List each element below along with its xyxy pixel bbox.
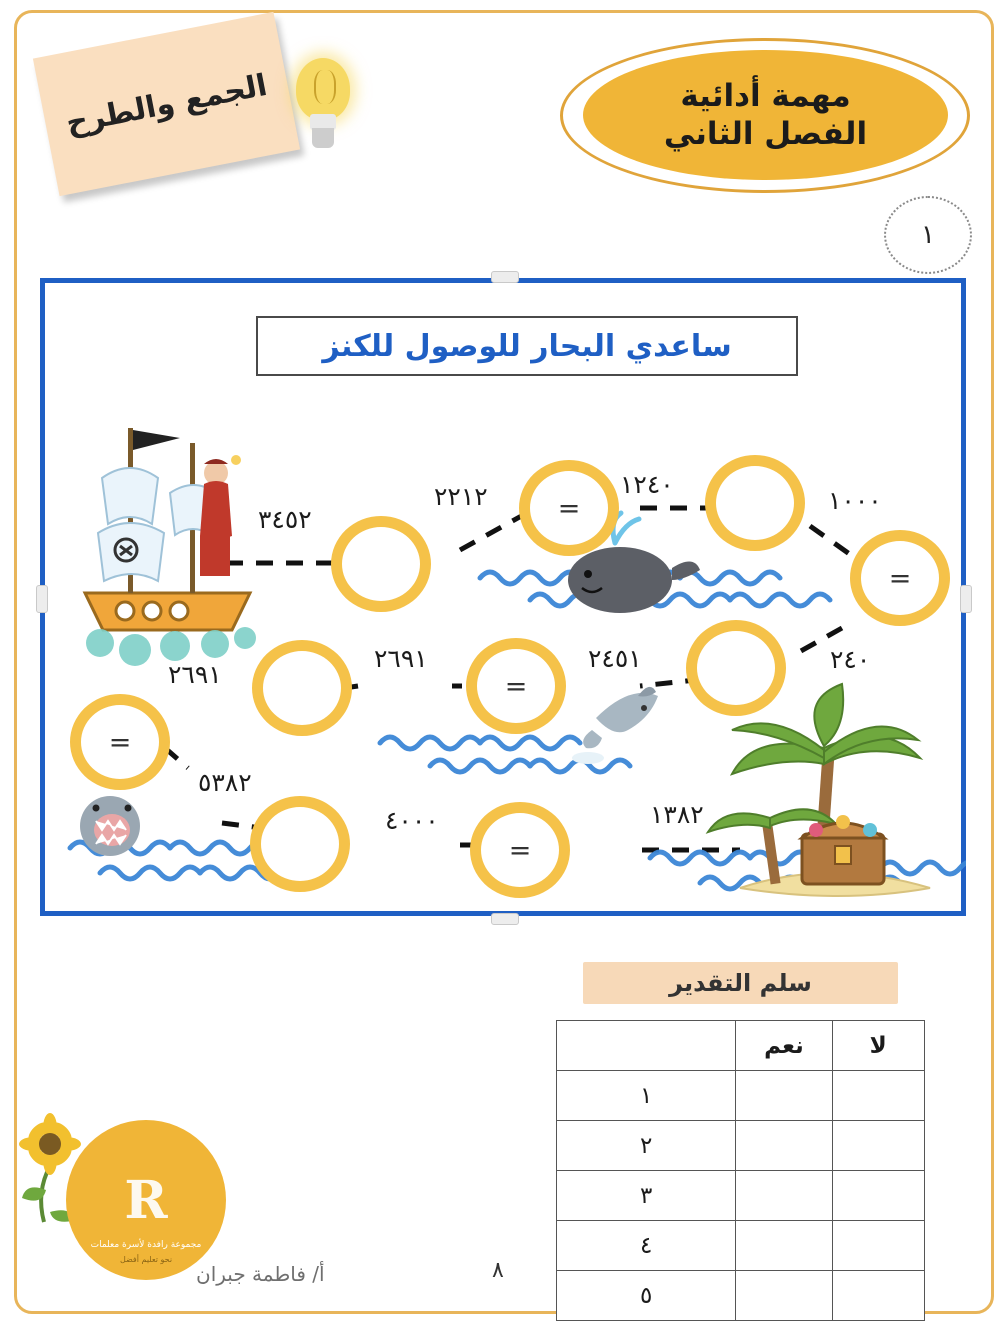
answer-bubble-10-label: =: [508, 834, 532, 866]
table-row: [557, 1071, 925, 1121]
table-header-no: لا: [832, 1021, 925, 1071]
number-label-4: ١٠٠٠: [828, 486, 882, 515]
header-title-line2: الفصل الثاني: [663, 116, 868, 152]
cell-index-4: ٤: [557, 1221, 736, 1271]
number-label-9: ٥٣٨٢: [198, 768, 252, 797]
cell-no-1[interactable]: [832, 1071, 925, 1121]
logo-subtitle: مجموعة رافدة لأسرة معلمات: [90, 1240, 202, 1250]
cell-index-1: ١: [557, 1071, 736, 1121]
number-label-10: ٤٠٠٠: [385, 806, 439, 835]
logo-mark: R: [124, 1169, 168, 1231]
footer-page-number: ٨: [492, 1258, 504, 1283]
cell-index-2: ٢: [557, 1121, 736, 1171]
cell-yes-2[interactable]: [736, 1121, 832, 1171]
cell-yes-3[interactable]: [736, 1171, 832, 1221]
table-row: [557, 1221, 925, 1271]
table-header-yes: نعم: [736, 1021, 832, 1071]
cell-index-5: ٥: [557, 1271, 736, 1321]
dolphin-icon: [572, 687, 658, 764]
cell-no-3[interactable]: [832, 1171, 925, 1221]
cell-yes-5[interactable]: [736, 1271, 832, 1321]
answer-bubble-2[interactable]: [519, 460, 619, 556]
topic-sticky-note: [33, 12, 300, 196]
cell-no-4[interactable]: [832, 1221, 925, 1271]
cell-no-2[interactable]: [832, 1121, 925, 1171]
answer-bubble-1[interactable]: [331, 516, 431, 612]
pirate-ship-icon: [85, 428, 256, 666]
rating-scale-title: [583, 962, 898, 1004]
cell-index-3: ٣: [557, 1171, 736, 1221]
number-label-7: ٢٤٥١: [588, 644, 642, 673]
logo-subtitle-2: نحو تعليم أفضل: [119, 1255, 173, 1264]
rating-scale-title-text: سلم التقدير: [669, 969, 812, 997]
table-row: [557, 1121, 925, 1171]
number-label-8: ٢٤٠: [830, 645, 871, 674]
answer-bubble-9[interactable]: [250, 796, 350, 892]
answer-bubble-5[interactable]: [686, 620, 786, 716]
publisher-logo: [66, 1120, 226, 1280]
cell-yes-1[interactable]: [736, 1071, 832, 1121]
answer-bubble-6[interactable]: [466, 638, 566, 734]
author-credit: أ/ فاطمة جبران: [196, 1262, 325, 1286]
cell-no-5[interactable]: [832, 1271, 925, 1321]
answer-bubble-7[interactable]: [252, 640, 352, 736]
number-label-2: ٢٢١٢: [434, 482, 488, 511]
number-label-6: ٢٦٩١: [374, 644, 428, 673]
rating-table: [556, 1020, 925, 1321]
table-row: [557, 1271, 925, 1321]
header-title-badge: [583, 50, 948, 180]
number-label-3: ١٢٤٠: [620, 470, 674, 499]
answer-bubble-2-label: =: [557, 492, 581, 524]
answer-bubble-4[interactable]: [850, 530, 950, 626]
number-label-11: ١٣٨٢: [650, 800, 704, 829]
table-row: [557, 1171, 925, 1221]
answer-bubble-6-label: =: [504, 670, 528, 702]
answer-bubble-8-label: =: [108, 726, 132, 758]
lightbulb-icon: [288, 58, 358, 168]
page-badge-label: ١: [921, 220, 935, 250]
number-label-1: ٣٤٥٢: [258, 505, 312, 534]
topic-label: الجمع والطرح: [63, 67, 270, 141]
number-label-5: ٢٦٩١: [168, 660, 222, 689]
answer-bubble-4-label: =: [888, 562, 912, 594]
answer-bubble-10[interactable]: [470, 802, 570, 898]
table-header-index: [557, 1021, 736, 1071]
worksheet-title-text: ساعدي البحار للوصول للكنز: [322, 328, 732, 364]
answer-bubble-8[interactable]: [70, 694, 170, 790]
page-badge: [884, 196, 972, 274]
header-title-line1: مهمة أدائية: [680, 78, 851, 114]
answer-bubble-3[interactable]: [705, 455, 805, 551]
cell-yes-4[interactable]: [736, 1221, 832, 1271]
shark-icon: [80, 796, 140, 856]
table-header-row: [557, 1021, 925, 1071]
